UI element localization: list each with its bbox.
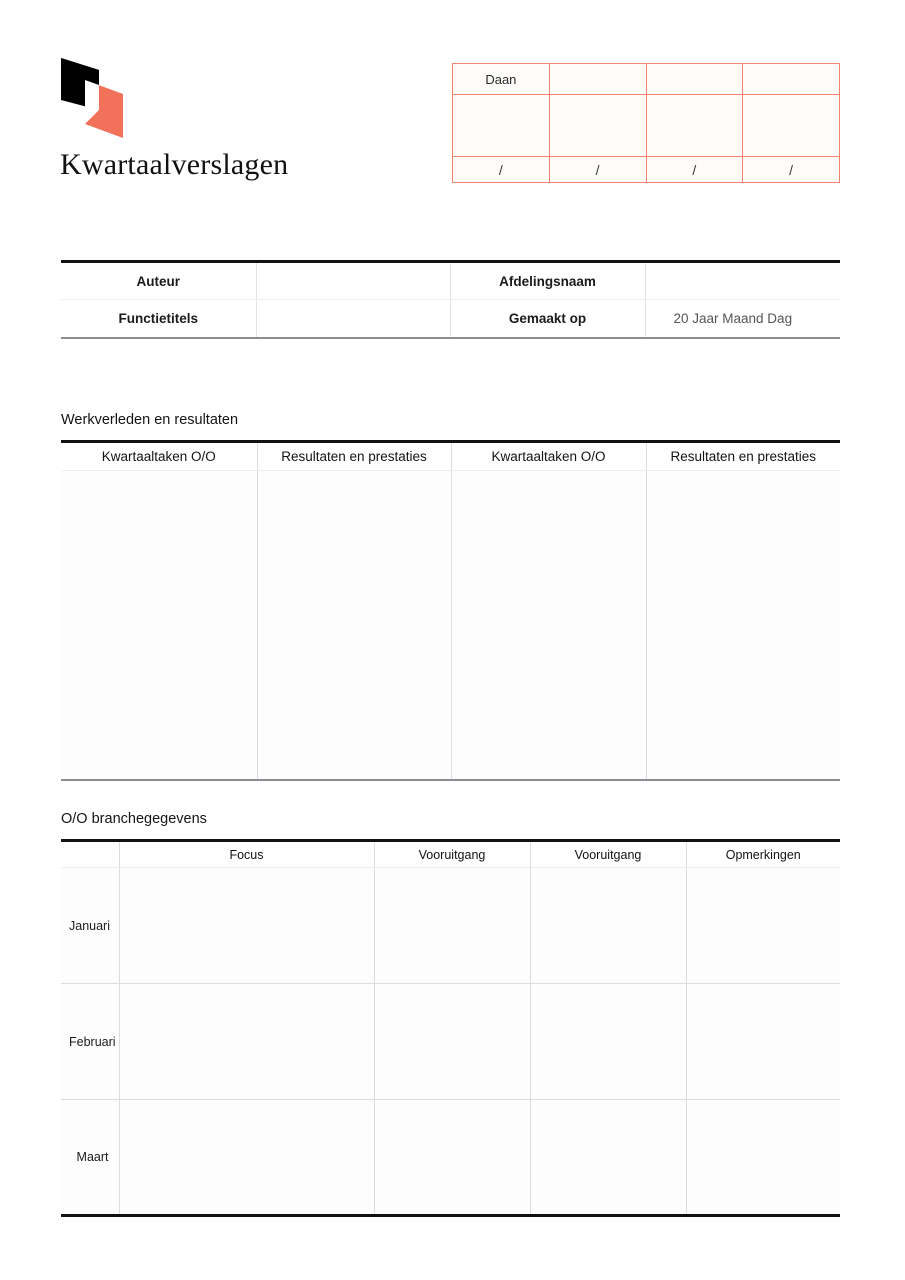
branch-cell-progress-2[interactable]: [530, 868, 686, 984]
table-header-row: [61, 841, 840, 868]
work-cell-results-1[interactable]: [257, 471, 451, 780]
branch-cell-remarks[interactable]: [686, 1100, 840, 1216]
branch-cell-remarks[interactable]: [686, 984, 840, 1100]
department-value[interactable]: [645, 262, 840, 300]
brand-logo-icon: [61, 58, 123, 138]
branch-cell-focus[interactable]: [119, 1100, 374, 1216]
author-info-table: [61, 260, 840, 339]
meta-grid-row: [453, 64, 840, 95]
column-header-remarks: Opmerkingen: [686, 841, 840, 868]
createdon-value[interactable]: 20 Jaar Maand Dag: [645, 300, 840, 338]
page-title: Kwartaalverslagen: [60, 148, 289, 181]
table-row: [61, 300, 840, 338]
table-row: [61, 1100, 840, 1216]
branch-cell-focus[interactable]: [119, 984, 374, 1100]
table-header-row: [61, 442, 840, 471]
work-history-table: [61, 440, 840, 781]
table-row: [61, 471, 840, 780]
meta-grid-row: [453, 95, 840, 157]
createdon-label: Gemaakt op: [450, 300, 645, 338]
work-cell-tasks-2[interactable]: [451, 471, 646, 780]
meta-cell-date[interactable]: /: [743, 157, 840, 183]
section-heading-branch: O/O branchegegevens: [61, 811, 207, 827]
jobtitle-label: Functietitels: [61, 300, 256, 338]
document-header: [0, 0, 905, 250]
branch-cell-progress-2[interactable]: [530, 984, 686, 1100]
month-label-januari: Januari: [61, 868, 119, 984]
column-header-results-1: Resultaten en prestaties: [257, 442, 451, 471]
meta-cell[interactable]: [549, 64, 646, 95]
column-header-month: [61, 841, 119, 868]
meta-grid: [452, 63, 840, 183]
column-header-progress-1: Vooruitgang: [374, 841, 530, 868]
column-header-tasks-2: Kwartaaltaken O/O: [451, 442, 646, 471]
author-label: Auteur: [61, 262, 256, 300]
branch-cell-progress-1[interactable]: [374, 868, 530, 984]
meta-cell[interactable]: [453, 95, 550, 157]
meta-cell[interactable]: [743, 64, 840, 95]
jobtitle-value[interactable]: [256, 300, 450, 338]
meta-cell-date[interactable]: /: [453, 157, 550, 183]
department-label: Afdelingsnaam: [450, 262, 645, 300]
section-heading-work: Werkverleden en resultaten: [61, 412, 239, 428]
branch-cell-progress-1[interactable]: [374, 1100, 530, 1216]
meta-cell[interactable]: [646, 64, 743, 95]
branch-cell-progress-2[interactable]: [530, 1100, 686, 1216]
branch-cell-remarks[interactable]: [686, 868, 840, 984]
branch-cell-progress-1[interactable]: [374, 984, 530, 1100]
work-cell-tasks-1[interactable]: [61, 471, 257, 780]
column-header-tasks-1: Kwartaaltaken O/O: [61, 442, 257, 471]
meta-cell-date[interactable]: /: [549, 157, 646, 183]
meta-cell[interactable]: [743, 95, 840, 157]
branch-cell-focus[interactable]: [119, 868, 374, 984]
month-label-maart: Maart: [61, 1100, 119, 1216]
table-row: [61, 262, 840, 300]
table-row: [61, 984, 840, 1100]
column-header-progress-2: Vooruitgang: [530, 841, 686, 868]
meta-cell-name[interactable]: Daan: [453, 64, 550, 95]
table-row: [61, 868, 840, 984]
work-cell-results-2[interactable]: [646, 471, 840, 780]
branch-data-table: [61, 839, 840, 1217]
month-label-februari: Februari: [61, 984, 119, 1100]
author-value[interactable]: [256, 262, 450, 300]
meta-cell[interactable]: [549, 95, 646, 157]
meta-cell[interactable]: [646, 95, 743, 157]
column-header-focus: Focus: [119, 841, 374, 868]
meta-grid-row: [453, 157, 840, 183]
meta-cell-date[interactable]: /: [646, 157, 743, 183]
column-header-results-2: Resultaten en prestaties: [646, 442, 840, 471]
